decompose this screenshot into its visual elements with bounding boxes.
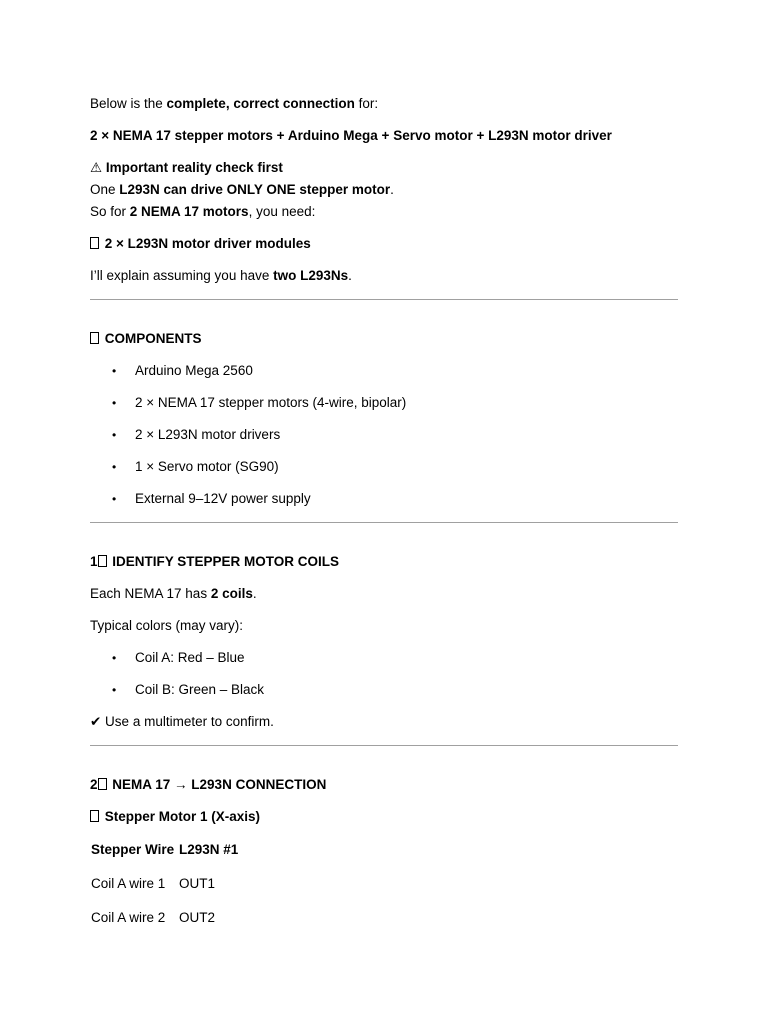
list-item: • 1 × Servo motor (SG90) [90, 456, 678, 478]
table-cell: OUT2 [179, 910, 216, 925]
list-item: • Arduino Mega 2560 [90, 360, 678, 382]
document-content [90, 93, 678, 929]
warning-line-2: So for 2 NEMA 17 motors, you need: [90, 204, 316, 219]
warning-block [90, 157, 678, 223]
components-list [90, 360, 678, 510]
list-item: • External 9–12V power supply [90, 488, 678, 510]
warning-line-1: One L293N can drive ONLY ONE stepper motor. [90, 182, 394, 197]
intro-paragraph: Below is the complete, correct connection for: [90, 96, 379, 111]
section-2-heading: 2 NEMA 17 → L293N CONNECTION [90, 777, 327, 792]
missing-glyph-icon [90, 332, 99, 344]
bullet-icon: • [112, 428, 117, 442]
bullet-icon: • [112, 651, 117, 665]
bullet-icon: • [112, 364, 117, 378]
document-title: 2 × NEMA 17 stepper motors + Arduino Mega + Servo motor + L293N motor driver [90, 128, 612, 143]
table-header-cell: Stepper Wire [91, 842, 175, 857]
warning-icon: ⚠ [90, 160, 103, 175]
section-1-heading: 1 IDENTIFY STEPPER MOTOR COILS [90, 554, 340, 569]
components-heading: COMPONENTS [90, 328, 678, 350]
connection-table [90, 839, 678, 929]
list-item: • 2 × NEMA 17 stepper motors (4-wire, bipolar) [90, 392, 678, 414]
typical-colors-line: Typical colors (may vary): [90, 618, 244, 633]
divider [90, 522, 678, 523]
bullet-icon: • [112, 492, 117, 506]
list-item: • Coil B: Green – Black [90, 679, 678, 701]
table-header-cell: L293N #1 [179, 842, 239, 857]
bullet-icon: • [112, 683, 117, 697]
table-cell: OUT1 [179, 876, 216, 891]
bullet-icon: • [112, 460, 117, 474]
assume-line: I’ll explain assuming you have two L293Ns. [90, 268, 352, 283]
missing-glyph-icon [90, 810, 99, 822]
warning-heading: ⚠ Important reality check first [90, 160, 283, 175]
table-cell: Coil A wire 2 [91, 910, 166, 925]
missing-glyph-icon [98, 778, 107, 790]
table-row [90, 907, 678, 929]
stepper-1-heading: Stepper Motor 1 (X-axis) [90, 806, 678, 828]
confirm-line: ✔ Use a multimeter to confirm. [90, 714, 274, 729]
bullet-icon: • [112, 396, 117, 410]
table-cell: Coil A wire 1 [91, 876, 166, 891]
table-row [90, 873, 678, 895]
divider [90, 299, 678, 300]
missing-glyph-icon [90, 237, 99, 249]
coils-line: Each NEMA 17 has 2 coils. [90, 586, 257, 601]
coil-list [90, 647, 678, 701]
table-header [90, 839, 678, 861]
list-item: • 2 × L293N motor drivers [90, 424, 678, 446]
list-item: • Coil A: Red – Blue [90, 647, 678, 669]
need-line: 2 × L293N motor driver modules [90, 233, 678, 255]
missing-glyph-icon [98, 555, 107, 567]
divider [90, 745, 678, 746]
